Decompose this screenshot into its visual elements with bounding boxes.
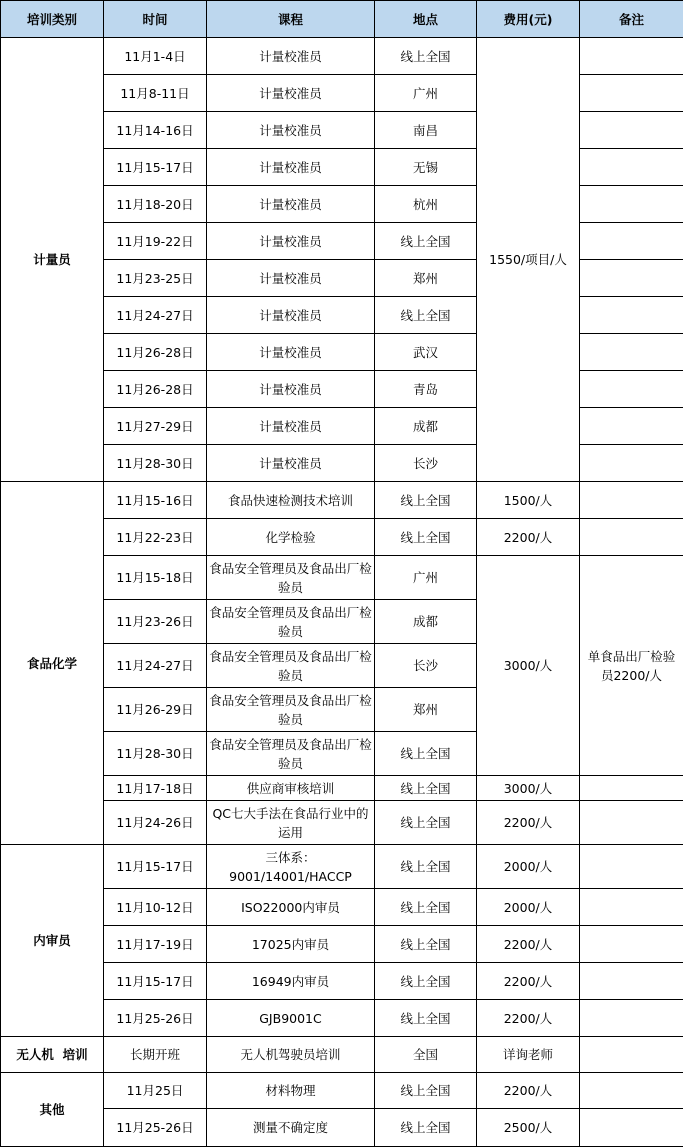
table-row: [1, 776, 683, 801]
remark-cell: [580, 1073, 683, 1109]
time-cell: 11月23-26日: [104, 600, 207, 644]
location-cell: 线上全国: [375, 845, 477, 889]
time-cell: 11月24-27日: [104, 297, 207, 334]
header-row: [1, 1, 683, 38]
remark-cell: [580, 297, 683, 334]
fee-cell: 2200/人: [477, 963, 580, 1000]
table-row: [1, 926, 683, 963]
remark-cell: [580, 926, 683, 963]
time-cell: 11月26-29日: [104, 688, 207, 732]
location-cell: 线上全国: [375, 1073, 477, 1109]
table-row: [1, 112, 683, 149]
table-row: [1, 801, 683, 845]
remark-cell: [580, 801, 683, 845]
course-line: 三体系：: [265, 849, 316, 865]
course-cell: 计量校准员: [207, 75, 375, 112]
table-row: [1, 186, 683, 223]
course-cell: 计量校准员: [207, 297, 375, 334]
fee-cell: 2200/人: [477, 1073, 580, 1109]
location-cell: 线上全国: [375, 732, 477, 776]
category-cell: 内审员: [1, 845, 104, 1037]
remark-cell: [580, 1000, 683, 1037]
remark-cell: [580, 149, 683, 186]
time-cell: 11月25日: [104, 1073, 207, 1109]
location-cell: 线上全国: [375, 776, 477, 801]
header-location: 地点: [375, 1, 477, 38]
course-cell: 化学检验: [207, 519, 375, 556]
table-row: [1, 1109, 683, 1147]
table-row: [1, 445, 683, 482]
time-cell: 11月24-26日: [104, 801, 207, 845]
course-cell: 食品安全管理员及食品出厂检验员: [207, 556, 375, 600]
table-row: [1, 519, 683, 556]
remark-cell: [580, 408, 683, 445]
table-row: [1, 845, 683, 889]
remark-cell: [580, 776, 683, 801]
time-cell: 11月28-30日: [104, 445, 207, 482]
time-cell: 11月1-4日: [104, 38, 207, 75]
course-cell: 食品快速检测技术培训: [207, 482, 375, 519]
time-cell: 11月19-22日: [104, 223, 207, 260]
table-row: [1, 149, 683, 186]
location-cell: 无锡: [375, 149, 477, 186]
table-row: [1, 1073, 683, 1109]
remark-cell: [580, 889, 683, 926]
fee-cell: 2200/人: [477, 926, 580, 963]
table-row: [1, 297, 683, 334]
table-row: [1, 408, 683, 445]
course-cell: ISO22000内审员: [207, 889, 375, 926]
table-row: [1, 38, 683, 75]
header-category: 培训类别: [1, 1, 104, 38]
table-row: [1, 482, 683, 519]
location-cell: 杭州: [375, 186, 477, 223]
location-cell: 线上全国: [375, 482, 477, 519]
time-cell: 11月15-18日: [104, 556, 207, 600]
header-time: 时间: [104, 1, 207, 38]
fee-cell: 3000/人: [477, 776, 580, 801]
time-cell: 11月10-12日: [104, 889, 207, 926]
remark-cell: [580, 845, 683, 889]
course-cell: 计量校准员: [207, 38, 375, 75]
location-cell: 线上全国: [375, 223, 477, 260]
remark-cell: [580, 38, 683, 75]
course-cell: 计量校准员: [207, 223, 375, 260]
location-cell: 成都: [375, 600, 477, 644]
remark-cell: [580, 1109, 683, 1147]
remark-cell: [580, 223, 683, 260]
course-cell: 食品安全管理员及食品出厂检验员: [207, 600, 375, 644]
table-row: [1, 223, 683, 260]
table-row: [1, 371, 683, 408]
fee-cell: 2500/人: [477, 1109, 580, 1147]
fee-cell: 2000/人: [477, 845, 580, 889]
course-cell: 计量校准员: [207, 260, 375, 297]
course-cell: 计量校准员: [207, 149, 375, 186]
course-cell: 计量校准员: [207, 334, 375, 371]
category-cell: 其他: [1, 1073, 104, 1147]
course-cell: 食品安全管理员及食品出厂检验员: [207, 688, 375, 732]
location-cell: 线上全国: [375, 889, 477, 926]
location-cell: 青岛: [375, 371, 477, 408]
remark-cell: [580, 519, 683, 556]
time-cell: 11月23-25日: [104, 260, 207, 297]
time-cell: 11月24-27日: [104, 644, 207, 688]
course-cell: 计量校准员: [207, 186, 375, 223]
location-cell: 成都: [375, 408, 477, 445]
category-cell: 计量员: [1, 38, 104, 482]
table-row: [1, 260, 683, 297]
time-cell: 11月17-18日: [104, 776, 207, 801]
fee-cell: 1500/人: [477, 482, 580, 519]
table-row: [1, 963, 683, 1000]
time-cell: 11月26-28日: [104, 371, 207, 408]
table-row: [1, 334, 683, 371]
time-cell: 长期开班: [104, 1037, 207, 1073]
remark-cell: [580, 482, 683, 519]
fee-cell: 2000/人: [477, 889, 580, 926]
location-cell: 线上全国: [375, 38, 477, 75]
category-cell: 食品化学: [1, 482, 104, 845]
location-cell: 线上全国: [375, 519, 477, 556]
course-cell: 食品安全管理员及食品出厂检验员: [207, 644, 375, 688]
location-cell: 线上全国: [375, 926, 477, 963]
time-cell: 11月8-11日: [104, 75, 207, 112]
table-row: [1, 1037, 683, 1073]
time-cell: 11月18-20日: [104, 186, 207, 223]
time-cell: 11月14-16日: [104, 112, 207, 149]
course-cell: 17025内审员: [207, 926, 375, 963]
header-remark: 备注: [580, 1, 683, 38]
course-cell: 计量校准员: [207, 112, 375, 149]
course-cell: GJB9001C: [207, 1000, 375, 1037]
remark-cell: [580, 112, 683, 149]
remark-cell: [580, 186, 683, 223]
fee-cell: 详询老师: [477, 1037, 580, 1073]
time-cell: 11月22-23日: [104, 519, 207, 556]
course-cell: 16949内审员: [207, 963, 375, 1000]
location-cell: 南昌: [375, 112, 477, 149]
location-cell: 线上全国: [375, 1000, 477, 1037]
time-cell: 11月26-28日: [104, 334, 207, 371]
location-cell: 武汉: [375, 334, 477, 371]
header-fee: 费用(元): [477, 1, 580, 38]
course-cell: 供应商审核培训: [207, 776, 375, 801]
remark-cell: [580, 75, 683, 112]
table-row: [1, 75, 683, 112]
time-cell: 11月15-17日: [104, 963, 207, 1000]
category-cell: 无人机 培训: [1, 1037, 104, 1073]
remark-cell: [580, 334, 683, 371]
location-cell: 郑州: [375, 688, 477, 732]
remark-cell: [580, 445, 683, 482]
course-cell: QC七大手法在食品行业中的运用: [207, 801, 375, 845]
course-cell: 计量校准员: [207, 408, 375, 445]
remark-cell: 单食品出厂检验员2200/人: [580, 556, 683, 776]
fee-cell: 1550/项目/人: [477, 38, 580, 482]
table-row: [1, 1000, 683, 1037]
fee-cell: 3000/人: [477, 556, 580, 776]
location-cell: 长沙: [375, 445, 477, 482]
location-cell: 全国: [375, 1037, 477, 1073]
course-cell: 计量校准员: [207, 371, 375, 408]
course-cell: 食品安全管理员及食品出厂检验员: [207, 732, 375, 776]
remark-cell: [580, 963, 683, 1000]
location-cell: 广州: [375, 75, 477, 112]
time-cell: 11月27-29日: [104, 408, 207, 445]
course-cell: 无人机驾驶员培训: [207, 1037, 375, 1073]
table-row: [1, 556, 683, 600]
course-line: 9001/14001/HACCP: [229, 868, 352, 884]
time-cell: 11月15-16日: [104, 482, 207, 519]
time-cell: 11月25-26日: [104, 1000, 207, 1037]
course-cell: 材料物理: [207, 1073, 375, 1109]
time-cell: 11月25-26日: [104, 1109, 207, 1147]
location-cell: 线上全国: [375, 801, 477, 845]
location-cell: 广州: [375, 556, 477, 600]
remark-cell: [580, 260, 683, 297]
fee-cell: 2200/人: [477, 519, 580, 556]
fee-cell: 2200/人: [477, 801, 580, 845]
location-cell: 郑州: [375, 260, 477, 297]
course-cell: 测量不确定度: [207, 1109, 375, 1147]
remark-cell: [580, 371, 683, 408]
course-cell: [207, 845, 375, 889]
time-cell: 11月28-30日: [104, 732, 207, 776]
time-cell: 11月17-19日: [104, 926, 207, 963]
fee-cell: 2200/人: [477, 1000, 580, 1037]
time-cell: 11月15-17日: [104, 845, 207, 889]
course-cell: 计量校准员: [207, 445, 375, 482]
table-row: [1, 889, 683, 926]
location-cell: 线上全国: [375, 297, 477, 334]
location-cell: 长沙: [375, 644, 477, 688]
remark-cell: [580, 1037, 683, 1073]
time-cell: 11月15-17日: [104, 149, 207, 186]
header-course: 课程: [207, 1, 375, 38]
location-cell: 线上全国: [375, 1109, 477, 1147]
location-cell: 线上全国: [375, 963, 477, 1000]
